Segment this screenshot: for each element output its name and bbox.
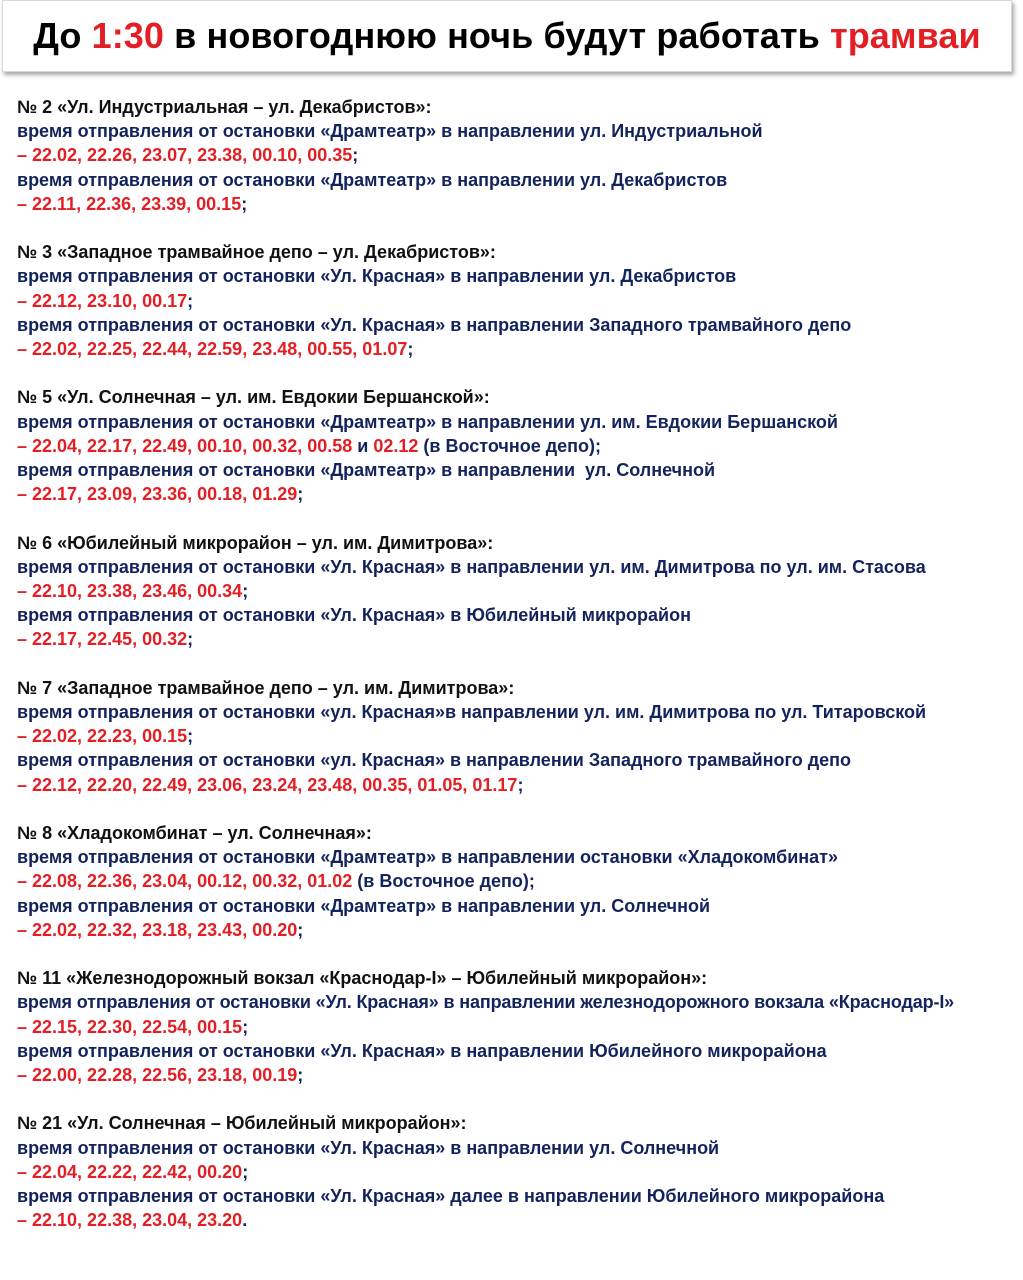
- route-11: [17, 966, 1017, 1087]
- route-direction: время отправления от остановки «Ул. Красная» в направлении железнодорожного вокзала «Краснодар-I»: [17, 992, 955, 1013]
- route-times: [17, 1160, 1017, 1184]
- route-direction: время отправления от остановки «Ул. Красная» в направлении Юбилейного микрорайона: [17, 1040, 827, 1061]
- dash: –: [17, 484, 33, 505]
- line-end: ;: [241, 193, 248, 214]
- times-extra: 02.12: [373, 435, 419, 456]
- line-end: ;: [242, 1161, 249, 1182]
- route-times: [17, 1015, 1017, 1039]
- page-title: [33, 15, 981, 57]
- route-times: [17, 482, 1017, 506]
- route-direction: время отправления от остановки «Ул. Красная» в направлении Западного трамвайного депо: [17, 314, 852, 335]
- times: 22.02, 22.32, 23.18, 23.43, 00.20: [32, 919, 298, 940]
- line-end: ;: [517, 774, 524, 795]
- route-direction: время отправления от остановки «Ул. Красная» в направлении ул. Декабристов: [17, 266, 737, 287]
- route-direction: время отправления от остановки «ул. Красная»в направлении ул. им. Димитрова по ул. Титаровской: [17, 702, 927, 723]
- line-end: ;: [187, 290, 194, 311]
- times: 22.11, 22.36, 23.39, 00.15: [32, 193, 242, 214]
- dash: –: [17, 1065, 33, 1086]
- dash: –: [17, 726, 33, 747]
- route-6: [17, 531, 1017, 652]
- times: 22.08, 22.36, 23.04, 00.12, 00.32, 01.02: [32, 871, 353, 892]
- line-end: ;: [352, 145, 359, 166]
- route-direction: время отправления от остановки «Драмтеатр» в направлении ул. Солнечной: [17, 895, 711, 916]
- times: 22.17, 22.45, 00.32: [32, 629, 188, 650]
- line-end: .: [242, 1210, 248, 1231]
- route-3: [17, 240, 1017, 361]
- dash: –: [17, 871, 33, 892]
- line-end: ;: [242, 1016, 249, 1037]
- line-end: ;: [242, 581, 249, 602]
- dash: –: [17, 339, 33, 360]
- line-end: ;: [297, 484, 304, 505]
- times: 22.04, 22.22, 22.42, 00.20: [32, 1161, 243, 1182]
- route-times: [17, 192, 1017, 216]
- route-title: № 2 «Ул. Индустриальная – ул. Декабристов»:: [17, 97, 432, 117]
- times: 22.02, 22.25, 22.44, 22.59, 23.48, 00.55, 01.07: [32, 339, 408, 360]
- route-times: [17, 1208, 1017, 1232]
- times: 22.00, 22.28, 22.56, 23.18, 00.19: [32, 1065, 298, 1086]
- line-end: ;: [407, 339, 414, 360]
- route-times: [17, 918, 1017, 942]
- route-2: [17, 95, 1017, 216]
- dash: –: [17, 1161, 33, 1182]
- line-end: (в Восточное депо);: [418, 435, 601, 456]
- title-prefix: До: [33, 15, 92, 56]
- route-title: № 6 «Юбилейный микрорайон – ул. им. Димитрова»:: [17, 532, 494, 553]
- route-21: [17, 1111, 1017, 1232]
- dash: –: [17, 774, 33, 795]
- schedule-list: [17, 95, 1017, 1257]
- route-8: [17, 821, 1017, 942]
- times: 22.02, 22.23, 00.15: [32, 726, 188, 747]
- line-end: ;: [297, 919, 304, 940]
- route-times: [17, 1063, 1017, 1087]
- route-title: № 8 «Хладокомбинат – ул. Солнечная»:: [17, 823, 372, 844]
- dash: –: [17, 290, 33, 311]
- times: 22.15, 22.30, 22.54, 00.15: [32, 1016, 243, 1037]
- route-times: [17, 434, 1017, 458]
- title-time: 1:30: [91, 15, 165, 56]
- route-direction: время отправления от остановки «Драмтеатр» в направлении ул. им. Евдокии Бершанской: [17, 411, 838, 432]
- dash: –: [17, 193, 33, 214]
- route-title: № 5 «Ул. Солнечная – ул. им. Евдокии Бершанской»:: [17, 387, 490, 408]
- route-direction: время отправления от остановки «Ул. Красная» в направлении ул. им. Димитрова по ул. им. Стасова: [17, 556, 926, 577]
- route-direction: время отправления от остановки «Драмтеатр» в направлении остановки «Хладокомбинат»: [17, 847, 839, 868]
- dash: –: [17, 919, 33, 940]
- times: 22.04, 22.17, 22.49, 00.10, 00.32, 00.58: [32, 435, 353, 456]
- title-highlight: трамваи: [829, 15, 981, 56]
- times: 22.10, 23.38, 23.46, 00.34: [32, 581, 243, 602]
- dash: –: [17, 581, 33, 602]
- times: 22.12, 23.10, 00.17: [32, 290, 188, 311]
- route-direction: время отправления от остановки «Драмтеатр» в направлении ул. Солнечной: [17, 460, 716, 481]
- dash: –: [17, 1210, 33, 1231]
- times: 22.10, 22.38, 23.04, 23.20: [32, 1210, 243, 1231]
- route-times: [17, 773, 1017, 797]
- route-times: [17, 143, 1017, 167]
- route-direction: время отправления от остановки «ул. Красная» в направлении Западного трамвайного депо: [17, 750, 852, 771]
- times: 22.02, 22.26, 23.07, 23.38, 00.10, 00.35: [32, 145, 353, 166]
- route-title: № 7 «Западное трамвайное депо – ул. им. Димитрова»:: [17, 677, 515, 698]
- route-title: № 11 «Железнодорожный вокзал «Краснодар-I» – Юбилейный микрорайон»:: [17, 968, 708, 989]
- title-middle: в новогоднюю ночь будут работать: [164, 15, 830, 56]
- route-direction: время отправления от остановки «Ул. Красная» в Юбилейный микрорайон: [17, 605, 691, 626]
- times: 22.12, 22.20, 22.49, 23.06, 23.24, 23.48, 00.35, 01.05, 01.17: [32, 774, 518, 795]
- route-5: [17, 385, 1017, 506]
- times: 22.17, 23.09, 23.36, 00.18, 01.29: [32, 484, 298, 505]
- route-times: [17, 724, 1017, 748]
- route-7: [17, 676, 1017, 797]
- dash: –: [17, 1016, 33, 1037]
- route-times: [17, 289, 1017, 313]
- line-end: ;: [187, 726, 194, 747]
- route-times: [17, 337, 1017, 361]
- route-title: № 21 «Ул. Солнечная – Юбилейный микрорайон»:: [17, 1113, 467, 1134]
- route-direction: время отправления от остановки «Драмтеатр» в направлении ул. Индустриальной: [17, 121, 763, 142]
- route-direction: время отправления от остановки «Ул. Красная» в направлении ул. Солнечной: [17, 1137, 720, 1158]
- dash: –: [17, 145, 33, 166]
- conjunction: и: [352, 435, 374, 456]
- dash: –: [17, 435, 33, 456]
- route-times: [17, 627, 1017, 651]
- dash: –: [17, 629, 33, 650]
- route-title: № 3 «Западное трамвайное депо – ул. Декабристов»:: [17, 242, 496, 263]
- line-end: (в Восточное депо);: [352, 871, 535, 892]
- route-direction: время отправления от остановки «Ул. Красная» далее в направлении Юбилейного микрорайона: [17, 1186, 885, 1207]
- page-header: [2, 0, 1012, 72]
- route-times: [17, 869, 1017, 893]
- line-end: ;: [297, 1065, 304, 1086]
- route-times: [17, 579, 1017, 603]
- route-direction: время отправления от остановки «Драмтеатр» в направлении ул. Декабристов: [17, 169, 728, 190]
- line-end: ;: [187, 629, 194, 650]
